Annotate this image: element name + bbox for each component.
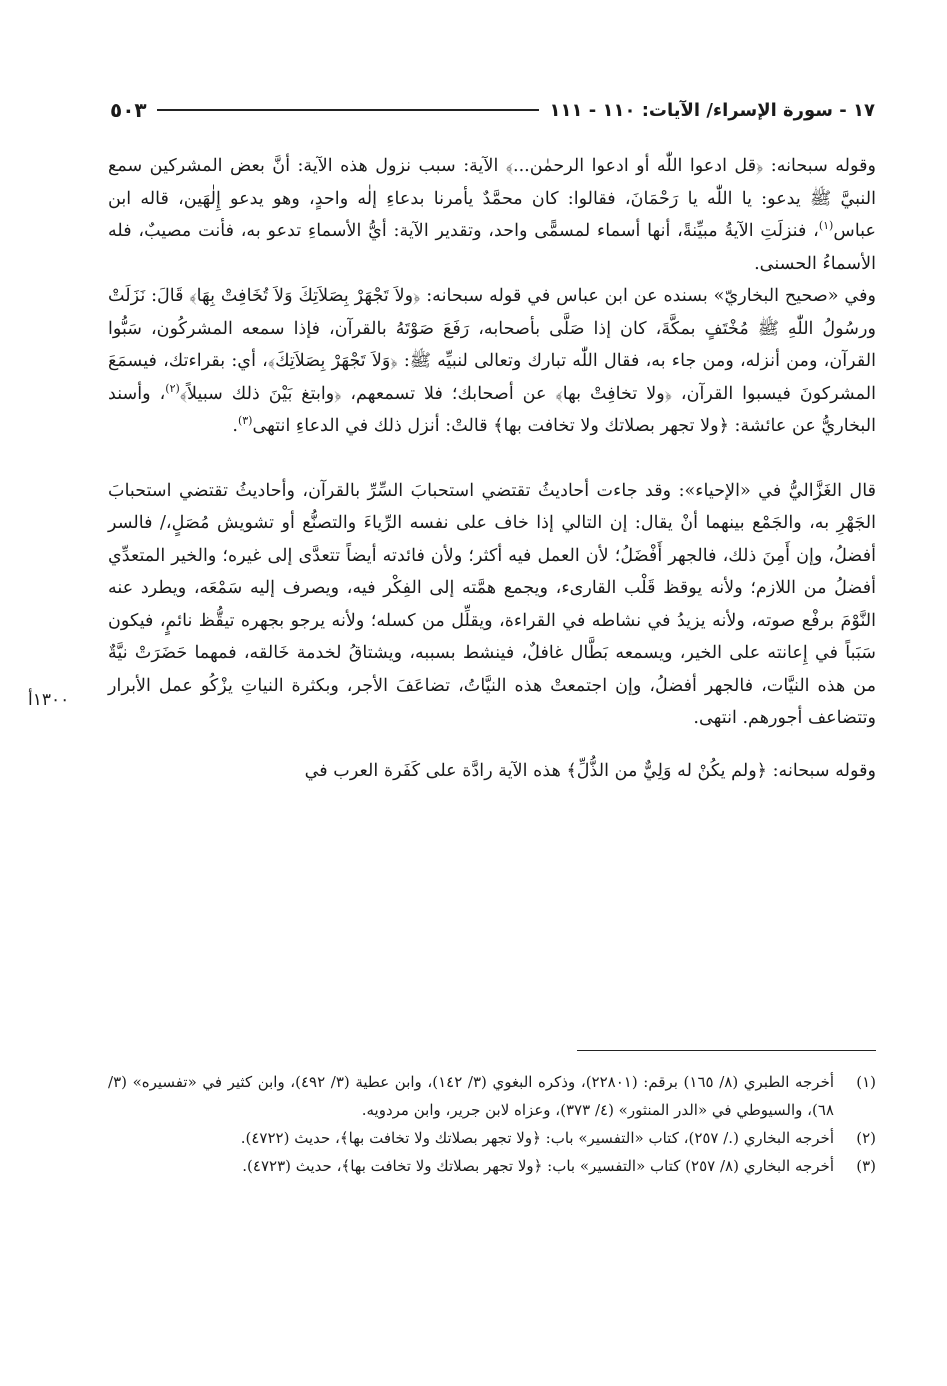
footnote-2 — [108, 1124, 876, 1152]
footnote-text: أخرجه البخاري (./ ٢٥٧)، كتاب «التفسير» باب: ﴿ولا تجهر بصلاتك ولا تخافت بها﴾، حديث (٤٧٢٢). — [240, 1129, 834, 1147]
header-title: ١٧ - سورة الإسراء/ الآيات: ١١٠ - ١١١ — [549, 99, 875, 121]
footnote-number: (٣) — [856, 1157, 876, 1175]
header-rule — [157, 109, 540, 111]
footnotes — [108, 1068, 876, 1180]
paragraph-4: وقوله سبحانه: ﴿ولم يكُنْ له وَلِيٌّ من الذُّلِّ﴾ هذه الآية رادَّة على كَفَرة العرب في — [304, 760, 876, 781]
footnote-ref-3: (٣) — [237, 414, 253, 428]
paragraph-1: وقوله سبحانه: ﴿قل ادعوا اللّٰه أو ادعوا الرحمٰن...﴾ الآية: سبب نزول هذه الآية: أنَّ بعض المشركين سمع النبيَّ ﷺ يدعو: يا اللّٰه يا رَحْمَانَ، فقالوا: كان محمَّدٌ يأمرنا بدعاءِ إلٰه واحدٍ، وهو يدعو إِلٰهَين، قاله ابن عباس$^{(١)}$، فنزلَتِ الآيةُ مبيِّنةً، أنها أسماء لمسمًّى واحد، وتقدير الآية: أيُّ الأسماءِ تدعو به، فأنت مصيبٌ، فله الأسماءُ الحسنى. — [108, 156, 876, 274]
paragraph-2: وفي «صحيح البخاريّ» بسنده عن ابن عباس في قوله سبحانه: ﴿ولاَ تَجْهَرْ بِصَلاَتِكَ وَلاَ تُخَافِتْ بِهَا﴾ قَالَ: نَزَلَتْ ورسُولُ اللّٰهِ ﷺ مُخْتَفٍ بمكَّةَ، كان إذا صَلَّى بأصحابه، رَفَعَ صَوْتَهُ بالقرآن، فإذا سمعه المشركُون، سَبُّوا القرآن، ومن أنزله، ومن جاء به، فقال اللّٰه تبارك وتعالى لنبيِّه ﷺ: ﴿وَلاَ تَجْهَرْ بِصَلاَتِكَ﴾، أي: بقراءتك، فيسمَعَ المشركونَ فيسبوا القرآن، ﴿ولا تخافِتْ بها﴾ عن أصحابك؛ فلا تسمعهم، ﴿وابتغ بَيْنَ ذلك سبيلاً﴾$^{(٢)}$، وأسند البخاريُّ عن عائشة: ﴿ولا تجهر بصلاتك ولا تخافت بها﴾ قالتْ: أنزل ذلك في الدعاءِ انتهى$^{(٣)}$. — [108, 286, 876, 436]
footnote-text: أخرجه الطبري (٨/ ١٦٥) برقم: (٢٢٨٠١)، وذكره البغوي (٣/ ١٤٢)، وابن عطية (٣/ ٤٩٢)، وابن كثير في «تفسيره» (٣/ ٦٨)، والسيوطي في «الدر المنثور» (٤/ ٣٧٣)، وعزاه لابن جرير، وابن مردويه. — [108, 1073, 835, 1119]
page-number: ٥٠٣ — [110, 98, 147, 122]
footnote-3 — [108, 1152, 876, 1180]
margin-folio-note: ١٣٠٠أ — [28, 690, 70, 710]
footnote-1 — [108, 1068, 876, 1124]
footnote-separator — [577, 1050, 876, 1051]
paragraph-3: قال الغَزَّاليُّ في «الإحياء»: وقد جاءت أحاديثُ تقتضي استحبابَ السِّرِّ بالقرآن، وأحاديثُ تقتضي استحبابَ الجَهْرِ به، والجَمْع بينهما أنْ يقال: إن التالي إذا خاف على نفسه الرِّياءَ والتصنُّع أو تشويش مُصَلٍ،/ فالسر أفضلُ، وإن أَمِنَ ذلك، فالجهر أَفْضَلُ؛ لأن العمل فيه أكثر؛ ولأن فائدته أيضاً تتعدَّى إلى غيره؛ والخير المتعدِّي أفضلُ من اللازم؛ ولأنه يوقظ قَلْب القارىء، ويجمع همَّته إلى الفِكْر فيه، ويصرف إليه سَمْعَه، ويطرد عنه النَّوْمَ برفْع صوته، ولأنه يزيدُ في نشاطه في القراءة، ويقلِّل من كسله؛ ولأنه يرجو بجهره تيقُّظ نائمٍ، فيكون سَبَباً في إِعانته على الخير، ويسمعه بَطَّال غافلٌ، فينشط بسببه، ويشتاقُ لخدمة خَالقه، فمهما حَضَرَتْ نيَّةٌ من هذه النيَّات، فالجهر أفضلُ، وإن اجتمعتْ هذه النيَّاتُ، تضاعَفَ الأجر، وبكثرة النياتِ يزْكُو عمل الأبرار وتتضاعف أجورهم. انتهى. — [108, 480, 876, 728]
footnote-text: أخرجه البخاري (٨/ ٢٥٧) كتاب «التفسير» باب: ﴿ولا تجهر بصلاتك ولا تخافت بها﴾، حديث (٤٧٢٣). — [242, 1157, 834, 1175]
footnote-ref-1: (١) — [818, 219, 834, 233]
running-header — [110, 92, 875, 128]
footnote-ref-2: (٢) — [165, 381, 180, 395]
main-text — [108, 150, 876, 787]
footnote-number: (١) — [856, 1073, 876, 1091]
footnote-number: (٢) — [856, 1129, 876, 1147]
